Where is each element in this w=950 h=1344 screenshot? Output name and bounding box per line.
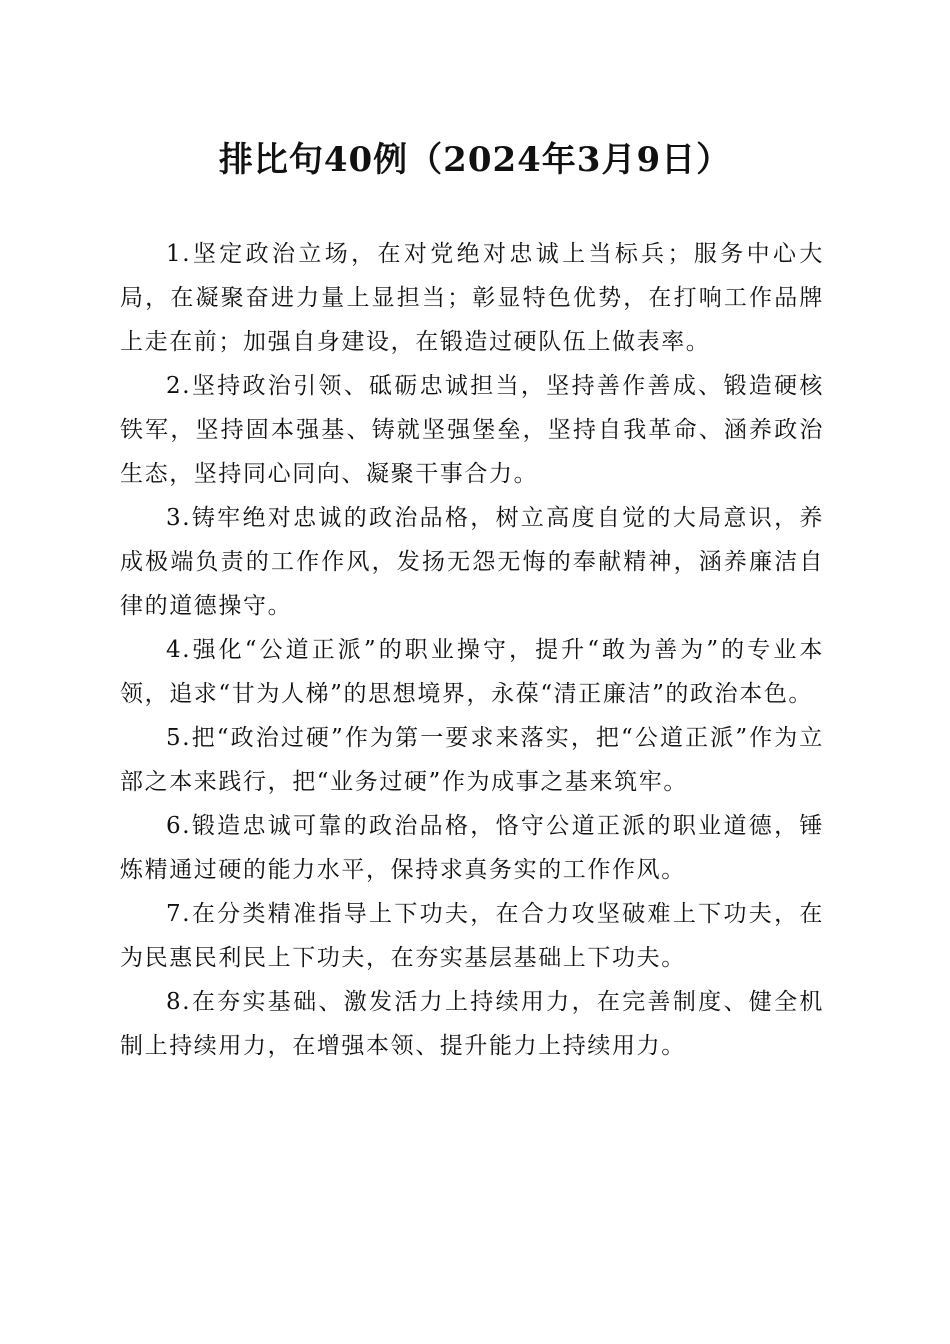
paragraph-8: 8.在夯实基础、激发活力上持续用力，在完善制度、健全机制上持续用力，在增强本领、提升能力上持续用力。: [120, 989, 824, 1059]
paragraph-4: 4.强化“公道正派”的职业操守，提升“敢为善为”的专业本领，追求“甘为人梯”的思想境界，永葆“清正廉洁”的政治本色。: [120, 637, 824, 707]
paragraph-1: 1.坚定政治立场，在对党绝对忠诚上当标兵；服务中心大局，在凝聚奋进力量上显担当；彰显特色优势，在打响工作品牌上走在前；加强自身建设，在锻造过硬队伍上做表率。: [120, 241, 824, 355]
paragraph-3: 3.铸牢绝对忠诚的政治品格，树立高度自觉的大局意识，养成极端负责的工作作风，发扬无怨无悔的奉献精神，涵养廉洁自律的道德操守。: [120, 505, 824, 619]
paragraph-2: 2.坚持政治引领、砥砺忠诚担当，坚持善作善成、锻造硬核铁军，坚持固本强基、铸就坚强堡垒，坚持自我革命、涵养政治生态，坚持同心同向、凝聚干事合力。: [120, 373, 824, 487]
paragraph-5: 5.把“政治过硬”作为第一要求来落实，把“公道正派”作为立部之本来践行，把“业务过硬”作为成事之基来筑牢。: [120, 725, 824, 795]
document-title: 排比句40例（2024年3月9日）: [218, 140, 732, 180]
paragraph-6: 6.锻造忠诚可靠的政治品格，恪守公道正派的职业道德，锤炼精通过硬的能力水平，保持求真务实的工作作风。: [120, 813, 824, 883]
document-body: [120, 232, 824, 1068]
paragraph-7: 7.在分类精准指导上下功夫，在合力攻坚破难上下功夫，在为民惠民利民上下功夫，在夯实基层基础上下功夫。: [120, 901, 824, 971]
